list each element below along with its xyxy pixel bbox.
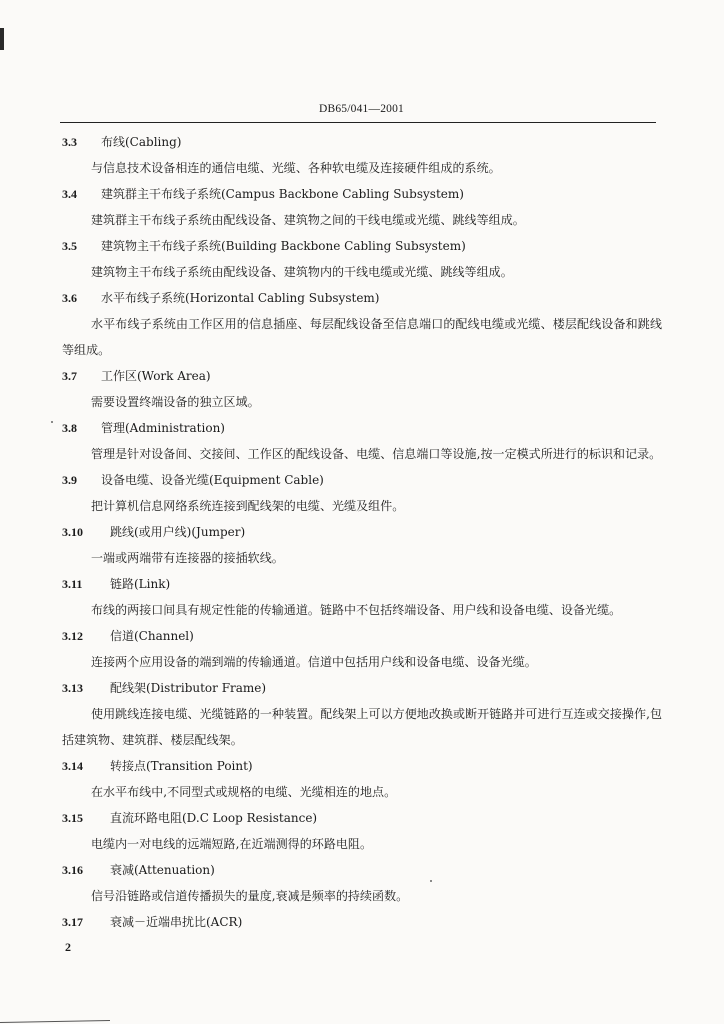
section-heading-3-15 xyxy=(62,805,662,831)
section-heading-3-5 xyxy=(62,233,662,259)
section-number: 3.5 xyxy=(62,239,77,253)
page-number: 2 xyxy=(65,940,71,954)
section-heading-3-13 xyxy=(62,675,662,701)
section-title: 建筑物主干布线子系统(Building Backbone Cabling Subsystem) xyxy=(101,239,466,253)
section-title: 直流环路电阻(D.C Loop Resistance) xyxy=(110,811,318,825)
section-number: 3.13 xyxy=(62,681,83,695)
section-heading-3-10 xyxy=(62,519,662,545)
section-heading-3-4 xyxy=(62,181,662,207)
section-heading-3-17 xyxy=(62,909,662,935)
section-number: 3.4 xyxy=(62,187,77,201)
section-title: 衰减－近端串扰比(ACR) xyxy=(110,915,243,929)
section-heading-3-7 xyxy=(62,363,662,389)
section-number: 3.16 xyxy=(62,863,83,877)
section-title: 设备电缆、设备光缆(Equipment Cable) xyxy=(101,473,324,487)
scan-edge-mark xyxy=(0,28,4,50)
section-heading-3-12 xyxy=(62,623,662,649)
section-heading-3-14 xyxy=(62,753,662,779)
section-definition-3-9: 把计算机信息网络系统连接到配线架的电缆、光缆及组件。 xyxy=(91,499,405,513)
section-heading-3-8 xyxy=(62,415,662,441)
section-title: 跳线(或用户线)(Jumper) xyxy=(110,525,246,539)
page-header xyxy=(60,98,656,123)
section-number: 3.14 xyxy=(62,759,83,773)
section-definition-3-8: 管理是针对设备间、交接间、工作区的配线设备、电缆、信息端口等设施,按一定模式所进行的标识和记录。 xyxy=(91,447,662,461)
section-definition-3-12: 连接两个应用设备的端到端的传输通道。信道中包括用户线和设备电缆、设备光缆。 xyxy=(91,655,537,669)
section-number: 3.6 xyxy=(62,291,77,305)
section-definition-3-14: 在水平布线中,不同型式或规格的电缆、光缆相连的地点。 xyxy=(91,785,397,799)
scan-speck xyxy=(430,880,432,882)
section-number: 3.17 xyxy=(62,915,83,929)
section-heading-3-3 xyxy=(62,129,662,155)
section-definition-3-3: 与信息技术设备相连的通信电缆、光缆、各种软电缆及连接硬件组成的系统。 xyxy=(91,161,501,175)
section-title: 建筑群主干布线子系统(Campus Backbone Cabling Subsystem) xyxy=(101,187,464,201)
section-title: 衰减(Attenuation) xyxy=(110,863,215,877)
section-title: 配线架(Distributor Frame) xyxy=(110,681,267,695)
section-number: 3.3 xyxy=(62,135,77,149)
section-heading-3-11 xyxy=(62,571,662,597)
scan-speck xyxy=(51,421,53,423)
section-definition-3-5: 建筑物主干布线子系统由配线设备、建筑物内的干线电缆或光缆、跳线等组成。 xyxy=(91,265,513,279)
section-definition-3-4: 建筑群主干布线子系统由配线设备、建筑物之间的干线电缆或光缆、跳线等组成。 xyxy=(91,213,525,227)
section-definition-3-10: 一端或两端带有连接器的接插软线。 xyxy=(91,551,284,565)
section-number: 3.7 xyxy=(62,369,77,383)
section-number: 3.10 xyxy=(62,525,83,539)
scan-edge-line xyxy=(0,1020,110,1023)
section-number: 3.15 xyxy=(62,811,83,825)
document-body xyxy=(62,129,662,935)
section-definition-3-11: 布线的两接口间具有规定性能的传输通道。链路中不包括终端设备、用户线和设备电缆、设备光缆。 xyxy=(91,603,622,617)
section-title: 水平布线子系统(Horizontal Cabling Subsystem) xyxy=(101,291,380,305)
section-definition-3-15: 电缆内一对电线的远端短路,在近端测得的环路电阻。 xyxy=(91,837,373,851)
section-title: 管理(Administration) xyxy=(101,421,225,435)
section-definition-3-6: 水平布线子系统由工作区用的信息插座、每层配线设备至信息端口的配线电缆或光缆、楼层配线设备和跳线等组成。 xyxy=(62,317,662,357)
section-title: 信道(Channel) xyxy=(110,629,194,643)
section-number: 3.11 xyxy=(62,577,83,591)
section-title: 转接点(Transition Point) xyxy=(110,759,253,773)
section-heading-3-9 xyxy=(62,467,662,493)
section-number: 3.8 xyxy=(62,421,77,435)
standard-code: DB65/041—2001 xyxy=(318,103,404,115)
section-title: 布线(Cabling) xyxy=(101,135,182,149)
section-definition-3-7: 需要设置终端设备的独立区域。 xyxy=(91,395,260,409)
section-heading-3-6 xyxy=(62,285,662,311)
section-definition-3-16: 信号沿链路或信道传播损失的量度,衰减是频率的持续函数。 xyxy=(91,889,409,903)
section-number: 3.9 xyxy=(62,473,77,487)
section-heading-3-16 xyxy=(62,857,662,883)
section-title: 链路(Link) xyxy=(110,577,171,591)
section-number: 3.12 xyxy=(62,629,83,643)
section-title: 工作区(Work Area) xyxy=(101,369,211,383)
section-definition-3-13: 使用跳线连接电缆、光缆链路的一种装置。配线架上可以方便地改换或断开链路并可进行互连或交接操作,包括建筑物、建筑群、楼层配线架。 xyxy=(62,707,662,747)
